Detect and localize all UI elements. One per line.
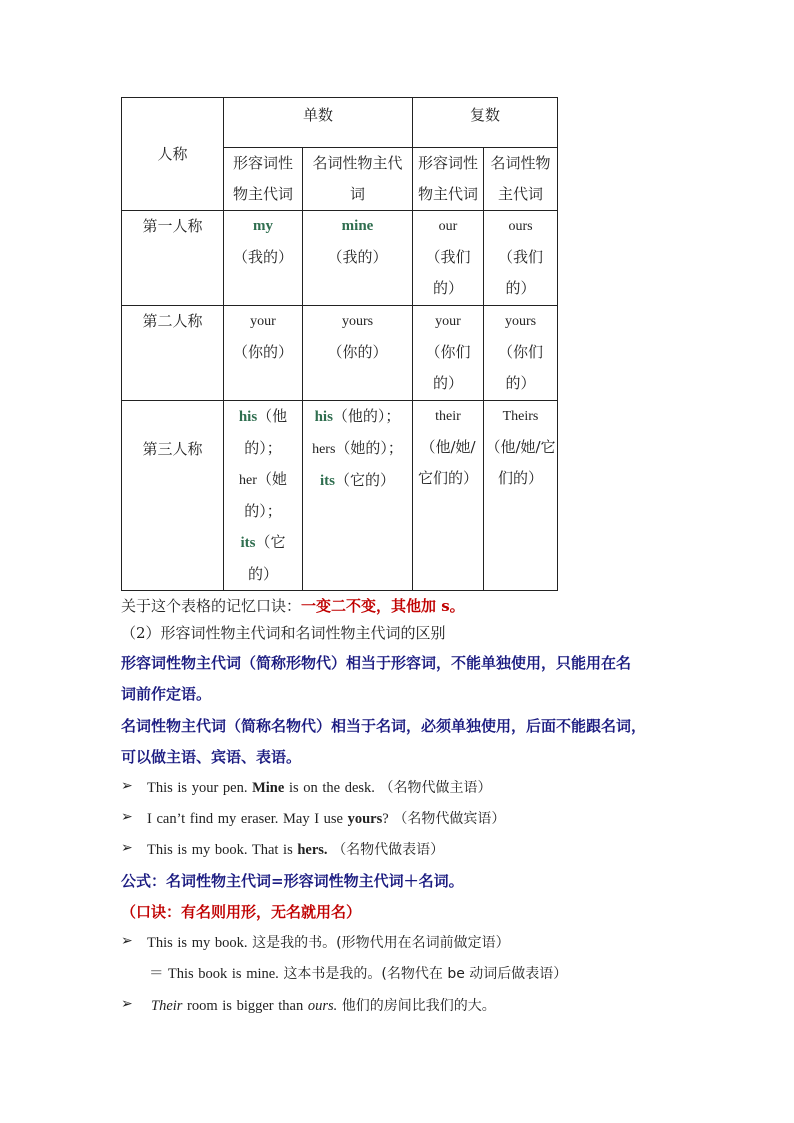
cell-yours: yours （你的） xyxy=(303,306,413,401)
cell-your-plural: your （你们 的） xyxy=(413,306,484,401)
cell-ours: ours （我们 的） xyxy=(484,211,558,306)
example-3: This is my book. That is hers. （名物代做表语） xyxy=(147,842,445,858)
example-1: This is your pen. Mine is on the desk. （名物代做主语） xyxy=(147,780,492,796)
formula-note: （口诀：有名则用形，无名就用名） xyxy=(121,903,362,921)
subheader-sing-adj: 形容词性 物主代词 xyxy=(224,148,303,211)
adj-description-line1: 形容词性物主代词（简称形物代）相当于形容词，不能单独使用，只能用在名 xyxy=(121,654,632,672)
adj-description-line2: 词前作定语。 xyxy=(121,685,212,703)
noun-description-line1: 名词性物主代词（简称名物代）相当于名词，必须单独使用，后面不能跟名词， xyxy=(121,717,647,735)
bullet-icon: ➢ xyxy=(121,778,133,794)
example-5: Their room is bigger than ours. 他们的房间比我们的大。 xyxy=(151,998,496,1014)
row-second-person: 第二人称 xyxy=(122,306,224,401)
mnemonic-line: 关于这个表格的记忆口诀：一变二不变，其他加 s。 xyxy=(121,597,465,615)
cell-his-hers-its: his（他的）； hers（她的）； its（它的） xyxy=(303,401,413,591)
section-title: （2）形容词性物主代词和名词性物主代词的区别 xyxy=(121,624,446,642)
subheader-sing-noun: 名词性物主代 词 xyxy=(303,148,413,211)
row-third-person: 第三人称 xyxy=(122,401,224,591)
cell-your: your （你的） xyxy=(224,306,303,401)
cell-our: our （我们 的） xyxy=(413,211,484,306)
plural-header: 复数 xyxy=(413,98,558,148)
bullet-icon: ➢ xyxy=(121,996,133,1012)
cell-theirs: Theirs （他/她/它 们的） xyxy=(484,401,558,591)
mnemonic-rule: 一变二不变，其他加 s。 xyxy=(301,597,465,615)
cell-yours-plural: yours （你们 的） xyxy=(484,306,558,401)
formula: 公式：名词性物主代词=形容词性物主代词＋名词。 xyxy=(121,872,464,890)
cell-his-her-its: his（他 的）； her（她 的）； its（它 的） xyxy=(224,401,303,591)
cell-mine: mine （我的） xyxy=(303,211,413,306)
subheader-plur-adj: 形容词性 物主代词 xyxy=(413,148,484,211)
example-2: I can’t find my eraser. May I use yours? （名物代做宾语） xyxy=(147,811,506,827)
example-4: This is my book. 这是我的书。(形物代用在名词前做定语） xyxy=(147,935,510,951)
bullet-icon: ➢ xyxy=(121,840,133,856)
subheader-plur-noun: 名词性物 主代词 xyxy=(484,148,558,211)
bullet-icon: ➢ xyxy=(121,933,133,949)
noun-description-line2: 可以做主语、宾语、表语。 xyxy=(121,748,302,766)
cell-my: my （我的） xyxy=(224,211,303,306)
example-4-equivalent: ＝ This book is mine. 这本书是我的。(名物代在 be 动词后做表语） xyxy=(149,966,568,982)
cell-their: their （他/她/ 它们的） xyxy=(413,401,484,591)
person-header: 人称 xyxy=(122,98,224,211)
row-first-person: 第一人称 xyxy=(122,211,224,306)
bullet-icon: ➢ xyxy=(121,809,133,825)
pronoun-table xyxy=(121,97,558,591)
singular-header: 单数 xyxy=(224,98,413,148)
